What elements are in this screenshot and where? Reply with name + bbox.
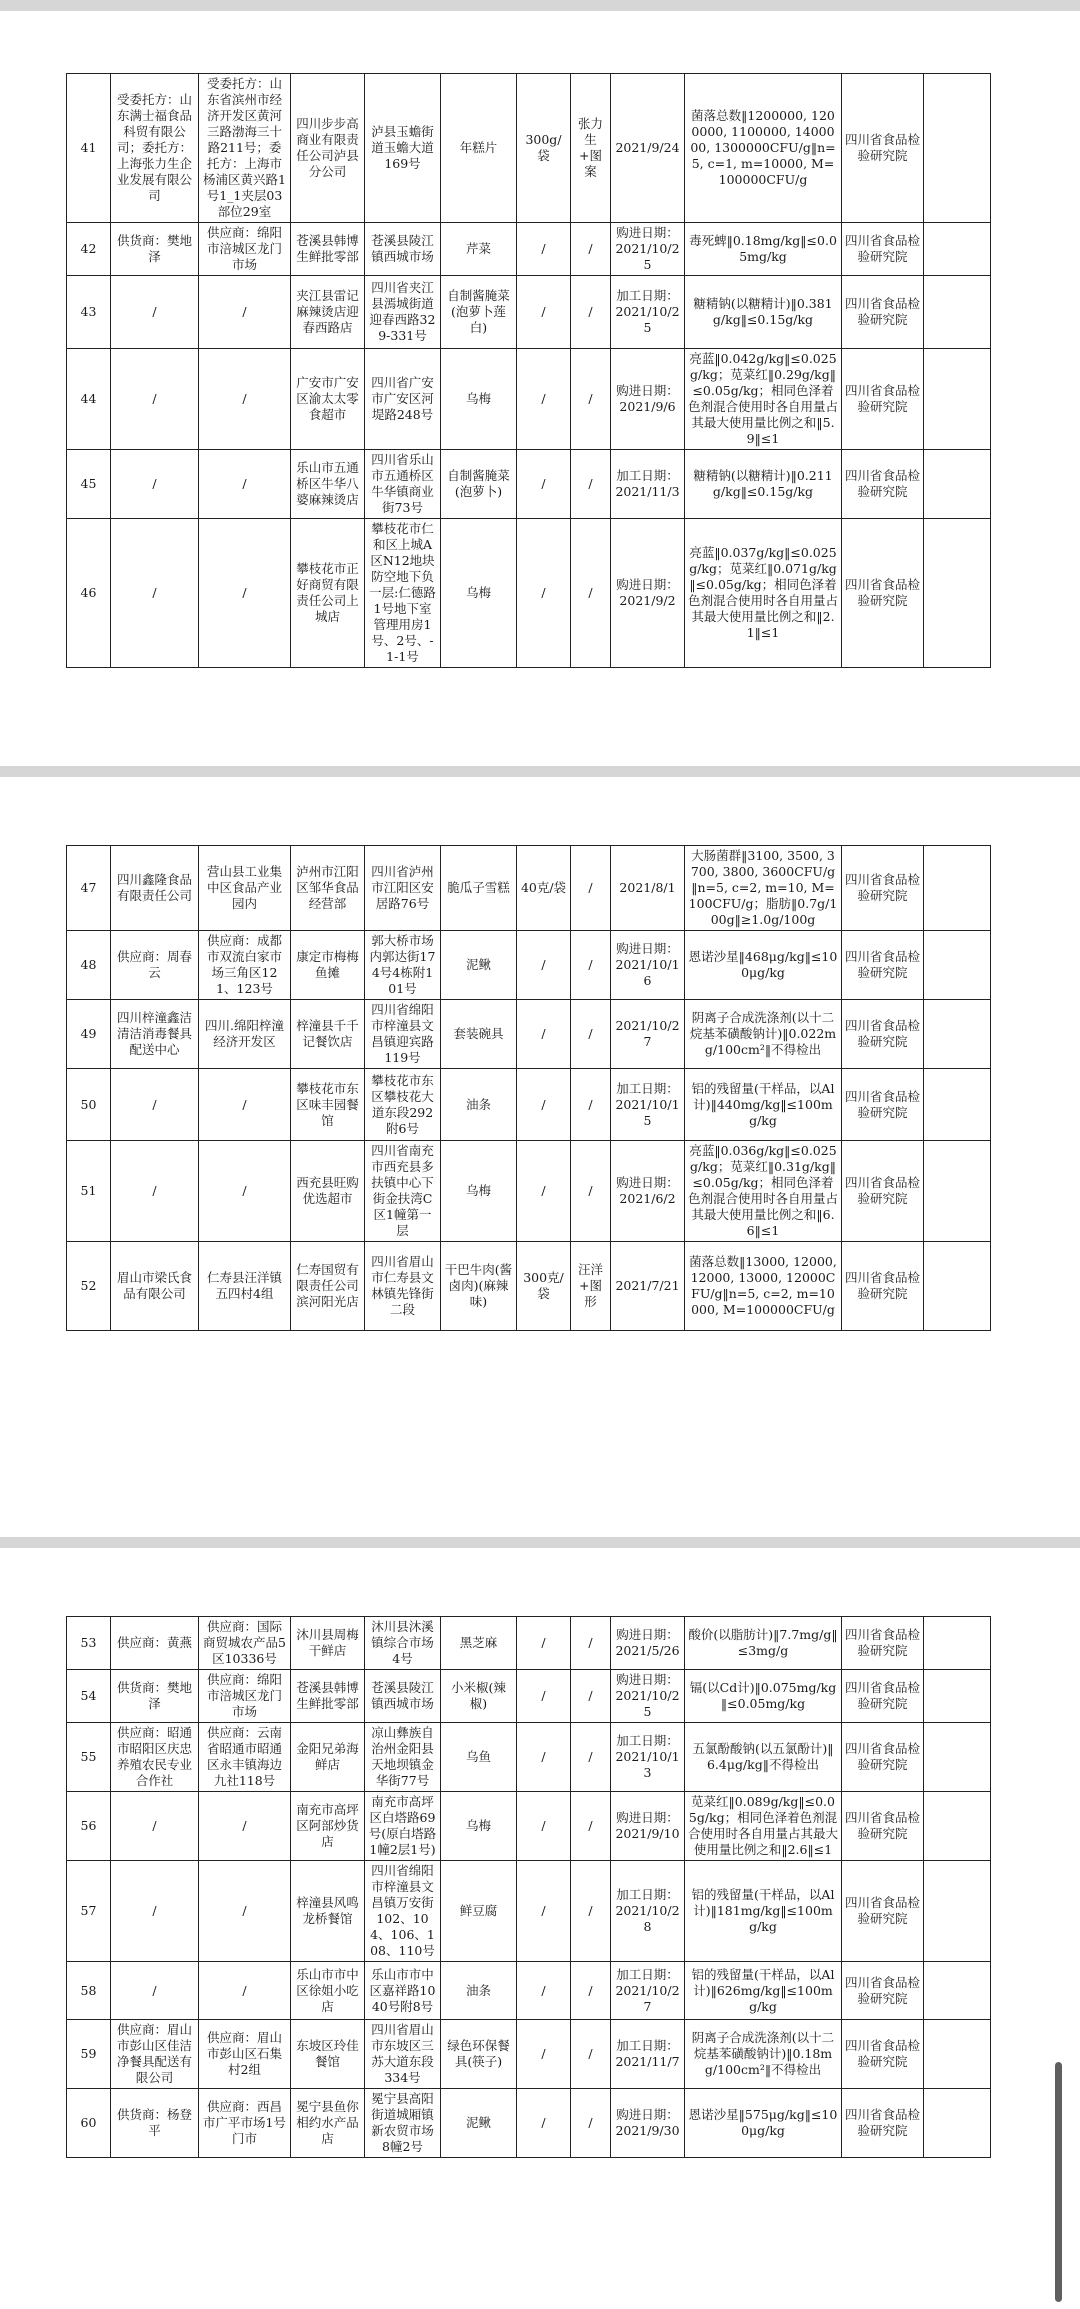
cell-food-name: 脆瓜子雪糕 — [441, 846, 517, 931]
cell-test-result: 菌落总数‖13000, 12000, 12000, 13000, 12000CFU/g‖n=5, c=2, m=10000, M=100000CFU/g — [685, 1242, 842, 1331]
cell-producer-name: / — [111, 519, 199, 668]
cell-spec: 300克/袋 — [517, 1242, 571, 1331]
cell-seller-name: 苍溪县韩博生鲜批零部 — [291, 223, 365, 276]
cell-producer-address: / — [199, 276, 291, 349]
cell-date: 加工日期：2021/10/27 — [611, 1962, 685, 2020]
cell-producer-address: 供应商：绵阳市涪城区龙门市场 — [199, 1670, 291, 1723]
cell-test-result: 糖精钠(以糖精计)‖0.211g/kg‖≤0.15g/kg — [685, 450, 842, 519]
cell-brand: / — [571, 2020, 611, 2089]
cell-brand: / — [571, 223, 611, 276]
cell-spec: / — [517, 450, 571, 519]
cell-test-result: 铝的残留量(干样品，以Al计)‖440mg/kg‖≤100mg/kg — [685, 1069, 842, 1141]
cell-seller-name: 冕宁县鱼你相约水产品店 — [291, 2089, 365, 2158]
cell-row-number: 46 — [67, 519, 111, 668]
cell-row-number: 56 — [67, 1792, 111, 1861]
cell-brand: / — [571, 2089, 611, 2158]
cell-brand: / — [571, 1617, 611, 1670]
cell-test-result: 恩诺沙星‖575μg/kg‖≤100μg/kg — [685, 2089, 842, 2158]
cell-spec: / — [517, 2020, 571, 2089]
cell-remark — [924, 931, 991, 1000]
cell-remark — [924, 223, 991, 276]
table-row — [67, 223, 991, 276]
cell-food-name: 鲜豆腐 — [441, 1861, 517, 1962]
table-row — [67, 1861, 991, 1962]
cell-spec: / — [517, 276, 571, 349]
cell-inspection-agency: 四川省食品检验研究院 — [842, 1000, 924, 1069]
cell-producer-name: / — [111, 349, 199, 450]
cell-producer-name: 供应商：眉山市彭山区佳洁净餐具配送有限公司 — [111, 2020, 199, 2089]
cell-seller-name: 广安市广安区渝太太零食超市 — [291, 349, 365, 450]
cell-seller-name: 四川步步高商业有限责任公司泸县分公司 — [291, 74, 365, 223]
cell-spec: / — [517, 223, 571, 276]
cell-test-result: 阴离子合成洗涤剂(以十二烷基苯磺酸钠计)‖0.022mg/100cm²‖不得检出 — [685, 1000, 842, 1069]
cell-seller-name: 攀枝花市东区味丰园餐馆 — [291, 1069, 365, 1141]
cell-producer-address: 供应商：眉山市彭山区石集村2组 — [199, 2020, 291, 2089]
cell-remark — [924, 2089, 991, 2158]
cell-spec: / — [517, 1962, 571, 2020]
cell-row-number: 48 — [67, 931, 111, 1000]
cell-producer-address: 四川.绵阳梓潼经济开发区 — [199, 1000, 291, 1069]
cell-food-name: 油条 — [441, 1962, 517, 2020]
cell-date: 加工日期：2021/10/28 — [611, 1861, 685, 1962]
cell-producer-address: 营山县工业集中区食品产业园内 — [199, 846, 291, 931]
cell-test-result: 菌落总数‖1200000, 1200000, 1100000, 1400000, 1300000CFU/g‖n=5, c=1, m=10000, M=100000CFU/g — [685, 74, 842, 223]
cell-producer-name: / — [111, 1962, 199, 2020]
cell-inspection-agency: 四川省食品检验研究院 — [842, 276, 924, 349]
cell-seller-name: 康定市梅梅鱼摊 — [291, 931, 365, 1000]
cell-inspection-agency: 四川省食品检验研究院 — [842, 1141, 924, 1242]
cell-seller-name: 苍溪县韩博生鲜批零部 — [291, 1670, 365, 1723]
cell-producer-name: / — [111, 276, 199, 349]
table-row — [67, 276, 991, 349]
cell-date: 购进日期：2021/9/6 — [611, 349, 685, 450]
cell-inspection-agency: 四川省食品检验研究院 — [842, 1723, 924, 1792]
cell-spec: / — [517, 1670, 571, 1723]
results-table-1 — [66, 73, 991, 668]
cell-seller-name: 西充县旺购优选超市 — [291, 1141, 365, 1242]
cell-spec: / — [517, 2089, 571, 2158]
cell-seller-name: 东坡区玲佳餐馆 — [291, 2020, 365, 2089]
cell-remark — [924, 1723, 991, 1792]
cell-row-number: 55 — [67, 1723, 111, 1792]
cell-row-number: 49 — [67, 1000, 111, 1069]
cell-brand: 张力生+图案 — [571, 74, 611, 223]
cell-producer-address: / — [199, 1792, 291, 1861]
cell-inspection-agency: 四川省食品检验研究院 — [842, 1962, 924, 2020]
cell-row-number: 45 — [67, 450, 111, 519]
cell-producer-address: / — [199, 450, 291, 519]
cell-inspection-agency: 四川省食品检验研究院 — [842, 349, 924, 450]
cell-remark — [924, 1141, 991, 1242]
cell-seller-address: 攀枝花市东区攀枝花大道东段292附6号 — [365, 1069, 441, 1141]
cell-inspection-agency: 四川省食品检验研究院 — [842, 1670, 924, 1723]
cell-producer-name: 供货商：樊地泽 — [111, 223, 199, 276]
cell-seller-address: 泸县玉蟾街道玉蟾大道169号 — [365, 74, 441, 223]
table-row — [67, 1792, 991, 1861]
sheet-page-3[interactable] — [0, 1548, 1080, 2309]
cell-row-number: 52 — [67, 1242, 111, 1331]
cell-seller-address: 凉山彝族自治州金阳县天地坝镇金华街77号 — [365, 1723, 441, 1792]
cell-date: 购进日期：2021/10/25 — [611, 223, 685, 276]
cell-brand: / — [571, 349, 611, 450]
cell-seller-address: 南充市高坪区白塔路69号(原白塔路1幢2层1号) — [365, 1792, 441, 1861]
cell-inspection-agency: 四川省食品检验研究院 — [842, 519, 924, 668]
cell-producer-name: / — [111, 1792, 199, 1861]
cell-seller-address: 四川省南充市西充县多扶镇中心下街金扶湾C区1幢第一层 — [365, 1141, 441, 1242]
cell-food-name: 绿色环保餐具(筷子) — [441, 2020, 517, 2089]
cell-brand: / — [571, 1000, 611, 1069]
table-row — [67, 450, 991, 519]
cell-inspection-agency: 四川省食品检验研究院 — [842, 1069, 924, 1141]
cell-spec: / — [517, 1617, 571, 1670]
cell-test-result: 糖精钠(以糖精计)‖0.381g/kg‖≤0.15g/kg — [685, 276, 842, 349]
cell-food-name: 套装碗具 — [441, 1000, 517, 1069]
cell-test-result: 亮蓝‖0.037g/kg‖≤0.025g/kg；苋菜红‖0.071g/kg‖≤0.05g/kg；相同色泽着色剂混合使用时各自用量占其最大使用量比例之和‖2.1‖≤1 — [685, 519, 842, 668]
cell-row-number: 51 — [67, 1141, 111, 1242]
cell-brand: / — [571, 1069, 611, 1141]
cell-food-name: 年糕片 — [441, 74, 517, 223]
cell-remark — [924, 1242, 991, 1331]
cell-seller-address: 四川省夹江县漹城街道迎春西路329-331号 — [365, 276, 441, 349]
cell-inspection-agency: 四川省食品检验研究院 — [842, 223, 924, 276]
cell-remark — [924, 1000, 991, 1069]
cell-brand: / — [571, 519, 611, 668]
cell-producer-name: / — [111, 1069, 199, 1141]
cell-brand: / — [571, 1792, 611, 1861]
cell-producer-name: 供应商：昭通市昭阳区庆忠养殖农民专业合作社 — [111, 1723, 199, 1792]
cell-row-number: 41 — [67, 74, 111, 223]
cell-brand: / — [571, 931, 611, 1000]
cell-producer-name: 眉山市梁氏食品有限公司 — [111, 1242, 199, 1331]
cell-producer-address: / — [199, 1861, 291, 1962]
cell-test-result: 镉(以Cd计)‖0.075mg/kg‖≤0.05mg/kg — [685, 1670, 842, 1723]
cell-test-result: 阴离子合成洗涤剂(以十二烷基苯磺酸钠计)‖0.18mg/100cm²‖不得检出 — [685, 2020, 842, 2089]
cell-test-result: 毒死蜱‖0.18mg/kg‖≤0.05mg/kg — [685, 223, 842, 276]
cell-remark — [924, 450, 991, 519]
cell-remark — [924, 1861, 991, 1962]
cell-test-result: 亮蓝‖0.036g/kg‖≤0.025g/kg；苋菜红‖0.31g/kg‖≤0.05g/kg；相同色泽着色剂混合使用时各自用量占其最大使用量比例之和‖6.6‖≤1 — [685, 1141, 842, 1242]
cell-brand: / — [571, 846, 611, 931]
cell-seller-address: 四川省广安市广安区河堤路248号 — [365, 349, 441, 450]
cell-inspection-agency: 四川省食品检验研究院 — [842, 1792, 924, 1861]
scrollbar-thumb[interactable] — [1055, 2062, 1062, 2302]
cell-date: 加工日期：2021/10/25 — [611, 276, 685, 349]
cell-row-number: 57 — [67, 1861, 111, 1962]
cell-seller-address: 四川省泸州市江阳区安居路76号 — [365, 846, 441, 931]
cell-seller-address: 四川省眉山市东坡区三苏大道东段334号 — [365, 2020, 441, 2089]
cell-food-name: 油条 — [441, 1069, 517, 1141]
cell-remark — [924, 276, 991, 349]
table-row — [67, 1962, 991, 2020]
cell-test-result: 铝的残留量(干样品，以Al计)‖626mg/kg‖≤100mg/kg — [685, 1962, 842, 2020]
cell-spec: / — [517, 931, 571, 1000]
cell-seller-name: 攀枝花市正好商贸有限责任公司上城店 — [291, 519, 365, 668]
cell-seller-address: 四川省绵阳市梓潼县文昌镇万安街102、104、106、108、110号 — [365, 1861, 441, 1962]
cell-producer-name: 四川鑫隆食品有限责任公司 — [111, 846, 199, 931]
cell-row-number: 59 — [67, 2020, 111, 2089]
cell-spec: 300g/袋 — [517, 74, 571, 223]
page-separator — [0, 766, 1080, 777]
cell-inspection-agency: 四川省食品检验研究院 — [842, 2089, 924, 2158]
cell-row-number: 50 — [67, 1069, 111, 1141]
cell-date: 加工日期：2021/11/7 — [611, 2020, 685, 2089]
cell-seller-name: 乐山市五通桥区牛华八婆麻辣烫店 — [291, 450, 365, 519]
cell-producer-address: / — [199, 519, 291, 668]
cell-date: 加工日期：2021/10/13 — [611, 1723, 685, 1792]
cell-remark — [924, 2020, 991, 2089]
cell-row-number: 44 — [67, 349, 111, 450]
cell-producer-name: / — [111, 1141, 199, 1242]
cell-producer-name: 供货商：樊地泽 — [111, 1670, 199, 1723]
cell-seller-name: 金阳兄弟海鲜店 — [291, 1723, 365, 1792]
cell-remark — [924, 1670, 991, 1723]
table-row — [67, 2020, 991, 2089]
cell-producer-address: 供应商：国际商贸城农产品5区10336号 — [199, 1617, 291, 1670]
cell-date: 2021/8/1 — [611, 846, 685, 931]
cell-food-name: 自制酱腌菜(泡萝卜) — [441, 450, 517, 519]
cell-seller-name: 梓潼县风鸣龙桥餐馆 — [291, 1861, 365, 1962]
cell-food-name: 干巴牛肉(酱卤肉)(麻辣味) — [441, 1242, 517, 1331]
cell-food-name: 泥鳅 — [441, 931, 517, 1000]
cell-seller-name: 沐川县周梅干鲜店 — [291, 1617, 365, 1670]
cell-seller-address: 苍溪县陵江镇西城市场 — [365, 223, 441, 276]
cell-producer-name: / — [111, 450, 199, 519]
cell-seller-name: 梓潼县千千记餐饮店 — [291, 1000, 365, 1069]
cell-seller-name: 仁寿国贸有限责任公司滨河阳光店 — [291, 1242, 365, 1331]
table-row — [67, 1069, 991, 1141]
cell-seller-address: 冕宁县高阳街道城厢镇新农贸市场8幢2号 — [365, 2089, 441, 2158]
cell-date: 加工日期：2021/10/15 — [611, 1069, 685, 1141]
cell-remark — [924, 1617, 991, 1670]
cell-seller-name: 南充市高坪区阿部炒货店 — [291, 1792, 365, 1861]
cell-producer-name: / — [111, 1861, 199, 1962]
cell-brand: / — [571, 1670, 611, 1723]
cell-seller-address: 四川省绵阳市梓潼县文昌镇迎宾路119号 — [365, 1000, 441, 1069]
cell-test-result: 酸价(以脂肪计)‖7.7mg/g‖≤3mg/g — [685, 1617, 842, 1670]
cell-spec: 40克/袋 — [517, 846, 571, 931]
cell-brand: / — [571, 276, 611, 349]
cell-inspection-agency: 四川省食品检验研究院 — [842, 450, 924, 519]
cell-producer-address: / — [199, 1962, 291, 2020]
cell-inspection-agency: 四川省食品检验研究院 — [842, 931, 924, 1000]
table-row — [67, 931, 991, 1000]
cell-spec: / — [517, 1000, 571, 1069]
sheet-page-1[interactable] — [0, 11, 1080, 766]
page-separator — [0, 0, 1080, 11]
cell-date: 购进日期：2021/9/10 — [611, 1792, 685, 1861]
cell-remark — [924, 846, 991, 931]
table-row — [67, 846, 991, 931]
cell-date: 2021/7/21 — [611, 1242, 685, 1331]
cell-row-number: 43 — [67, 276, 111, 349]
cell-brand: / — [571, 1962, 611, 2020]
page-separator — [0, 1537, 1080, 1548]
cell-seller-name: 乐山市市中区徐姐小吃店 — [291, 1962, 365, 2020]
cell-producer-name: 供应商：黄燕 — [111, 1617, 199, 1670]
cell-producer-address: 仁寿县汪洋镇五四村4组 — [199, 1242, 291, 1331]
cell-spec: / — [517, 1792, 571, 1861]
cell-producer-name: 供货商：杨登平 — [111, 2089, 199, 2158]
table-row — [67, 1000, 991, 1069]
cell-date: 购进日期：2021/6/2 — [611, 1141, 685, 1242]
cell-producer-address: 受委托方：山东省滨州市经济开发区黄河三路渤海三十路211号；委托方：上海市杨浦区黄兴路1号1_1夹层03部位29室 — [199, 74, 291, 223]
table-row — [67, 519, 991, 668]
table-row — [67, 1242, 991, 1331]
cell-producer-address: 供应商：西昌市广平市场1号门市 — [199, 2089, 291, 2158]
cell-date: 购进日期：2021/5/26 — [611, 1617, 685, 1670]
cell-spec: / — [517, 1861, 571, 1962]
cell-producer-name: 四川梓潼鑫洁清洁消毒餐具配送中心 — [111, 1000, 199, 1069]
cell-brand: / — [571, 1141, 611, 1242]
cell-spec: / — [517, 519, 571, 668]
cell-food-name: 乌梅 — [441, 1141, 517, 1242]
cell-spec: / — [517, 1141, 571, 1242]
sheet-page-2[interactable] — [0, 777, 1080, 1537]
cell-producer-address: / — [199, 1141, 291, 1242]
cell-test-result: 铝的残留量(干样品，以Al计)‖181mg/kg‖≤100mg/kg — [685, 1861, 842, 1962]
cell-date: 购进日期：2021/9/30 — [611, 2089, 685, 2158]
cell-row-number: 58 — [67, 1962, 111, 2020]
table-row — [67, 349, 991, 450]
cell-date: 加工日期：2021/11/3 — [611, 450, 685, 519]
cell-remark — [924, 519, 991, 668]
cell-remark — [924, 1792, 991, 1861]
table-row — [67, 1617, 991, 1670]
cell-seller-address: 苍溪县陵江镇西城市场 — [365, 1670, 441, 1723]
cell-food-name: 芹菜 — [441, 223, 517, 276]
table-row — [67, 1141, 991, 1242]
cell-remark — [924, 1069, 991, 1141]
cell-inspection-agency: 四川省食品检验研究院 — [842, 846, 924, 931]
cell-seller-name: 夹江县雷记麻辣烫店迎春西路店 — [291, 276, 365, 349]
cell-test-result: 恩诺沙星‖468μg/kg‖≤100μg/kg — [685, 931, 842, 1000]
cell-inspection-agency: 四川省食品检验研究院 — [842, 74, 924, 223]
cell-producer-address: 供应商：绵阳市涪城区龙门市场 — [199, 223, 291, 276]
cell-seller-address: 四川省乐山市五通桥区牛华镇商业街73号 — [365, 450, 441, 519]
cell-inspection-agency: 四川省食品检验研究院 — [842, 1861, 924, 1962]
cell-seller-address: 郭大桥市场内郭达街174号4栋附101号 — [365, 931, 441, 1000]
cell-spec: / — [517, 349, 571, 450]
cell-food-name: 乌梅 — [441, 1792, 517, 1861]
cell-seller-address: 四川省眉山市仁寿县文林镇先锋街二段 — [365, 1242, 441, 1331]
cell-remark — [924, 349, 991, 450]
cell-food-name: 小米椒(辣椒) — [441, 1670, 517, 1723]
cell-row-number: 54 — [67, 1670, 111, 1723]
cell-food-name: 乌鱼 — [441, 1723, 517, 1792]
cell-test-result: 五氯酚酸钠(以五氯酚计)‖6.4μg/kg‖不得检出 — [685, 1723, 842, 1792]
cell-producer-address: 供应商：成都市双流白家市场三角区121、123号 — [199, 931, 291, 1000]
cell-food-name: 乌梅 — [441, 519, 517, 668]
cell-seller-address: 攀枝花市仁和区上城A区N12地块防空地下负一层:仁德路1号地下室管理用房1号、2号、-1-1号 — [365, 519, 441, 668]
cell-date: 购进日期：2021/10/16 — [611, 931, 685, 1000]
cell-date: 购进日期：2021/9/2 — [611, 519, 685, 668]
cell-brand: 汪洋+图形 — [571, 1242, 611, 1331]
cell-row-number: 47 — [67, 846, 111, 931]
cell-inspection-agency: 四川省食品检验研究院 — [842, 1242, 924, 1331]
table-row — [67, 1723, 991, 1792]
cell-seller-address: 乐山市市中区嘉祥路1040号附8号 — [365, 1962, 441, 2020]
cell-spec: / — [517, 1723, 571, 1792]
cell-food-name: 自制酱腌菜(泡萝卜莲白) — [441, 276, 517, 349]
cell-food-name: 乌梅 — [441, 349, 517, 450]
table-row — [67, 2089, 991, 2158]
cell-brand: / — [571, 1723, 611, 1792]
table-row — [67, 74, 991, 223]
table-row — [67, 1670, 991, 1723]
cell-food-name: 黑芝麻 — [441, 1617, 517, 1670]
cell-row-number: 60 — [67, 2089, 111, 2158]
cell-date: 2021/10/27 — [611, 1000, 685, 1069]
cell-brand: / — [571, 1861, 611, 1962]
cell-producer-address: / — [199, 1069, 291, 1141]
cell-inspection-agency: 四川省食品检验研究院 — [842, 1617, 924, 1670]
cell-food-name: 泥鳅 — [441, 2089, 517, 2158]
cell-producer-name: 受委托方：山东满士福食品科贸有限公司；委托方：上海张力生企业发展有限公司 — [111, 74, 199, 223]
cell-producer-name: 供应商：周春云 — [111, 931, 199, 1000]
cell-brand: / — [571, 450, 611, 519]
cell-spec: / — [517, 1069, 571, 1141]
cell-test-result: 大肠菌群‖3100, 3500, 3700, 3800, 3600CFU/g‖n=5, c=2, m=10, M=100CFU/g；脂肪‖0.7g/100g‖≥1.0g/100g — [685, 846, 842, 931]
cell-producer-address: / — [199, 349, 291, 450]
results-table-2 — [66, 845, 991, 1331]
cell-test-result: 苋菜红‖0.089g/kg‖≤0.05g/kg；相同色泽着色剂混合使用时各自用量占其最大使用量比例之和‖2.6‖≤1 — [685, 1792, 842, 1861]
cell-remark — [924, 1962, 991, 2020]
cell-seller-name: 泸州市江阳区邹华食品经营部 — [291, 846, 365, 931]
cell-remark — [924, 74, 991, 223]
cell-row-number: 53 — [67, 1617, 111, 1670]
cell-producer-address: 供应商：云南省昭通市昭通区永丰镇海边九社118号 — [199, 1723, 291, 1792]
cell-row-number: 42 — [67, 223, 111, 276]
cell-inspection-agency: 四川省食品检验研究院 — [842, 2020, 924, 2089]
cell-seller-address: 沐川县沐溪镇综合市场4号 — [365, 1617, 441, 1670]
cell-date: 2021/9/24 — [611, 74, 685, 223]
cell-date: 购进日期：2021/10/25 — [611, 1670, 685, 1723]
results-table-3 — [66, 1616, 991, 2158]
cell-test-result: 亮蓝‖0.042g/kg‖≤0.025g/kg；苋菜红‖0.29g/kg‖≤0.05g/kg；相同色泽着色剂混合使用时各自用量占其最大使用量比例之和‖5.9‖≤1 — [685, 349, 842, 450]
